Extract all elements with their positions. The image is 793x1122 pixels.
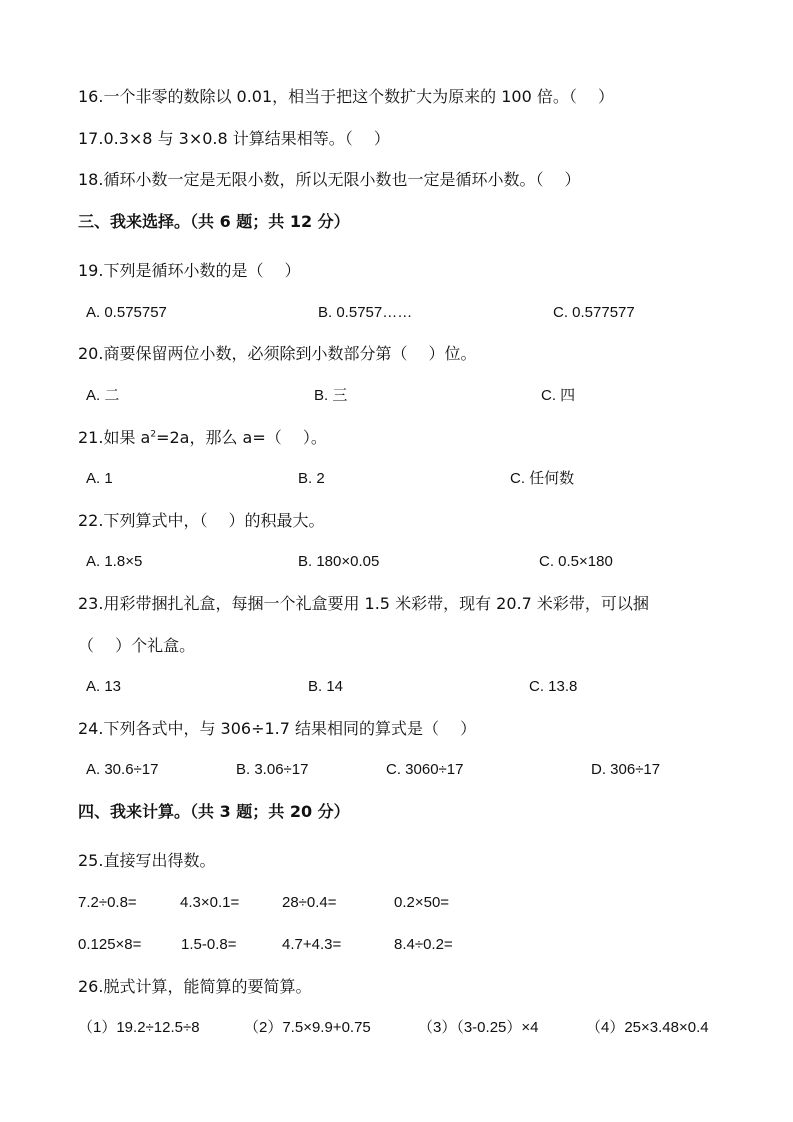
calc-item: 0.125×8=	[78, 936, 142, 953]
calc-item: （3）（3-0.25）×4	[418, 1019, 539, 1036]
question-23-options	[0, 676, 793, 698]
calc-item: 7.2÷0.8=	[78, 894, 137, 911]
question-21-stem-b: =2a，那么 a=（ ）。	[156, 428, 327, 447]
option-b: B. 180×0.05	[298, 553, 380, 570]
calc-item: 4.7+4.3=	[282, 936, 342, 953]
question-16: 16.一个非零的数除以 0.01，相当于把这个数扩大为原来的 100 倍。（ ）	[78, 87, 614, 106]
option-a: A. 1.8×5	[86, 553, 143, 570]
option-c: C. 四	[541, 387, 576, 404]
option-a: A. 1	[86, 470, 113, 487]
question-21-options	[0, 468, 793, 490]
question-20: 20.商要保留两位小数，必须除到小数部分第（ ）位。	[78, 344, 477, 363]
section-4-heading: 四、我来计算。（共 3 题；共 20 分）	[78, 802, 350, 821]
option-c: C. 任何数	[510, 470, 575, 487]
calc-item: 4.3×0.1=	[180, 894, 240, 911]
calc-item: 1.5-0.8=	[181, 936, 237, 953]
question-25-row-2	[0, 934, 793, 956]
question-23-line-2: （ ）个礼盒。	[78, 636, 196, 655]
question-22: 22.下列算式中，（ ）的积最大。	[78, 511, 325, 530]
option-c: C. 0.577577	[553, 304, 635, 321]
question-22-options	[0, 551, 793, 573]
question-26-items	[0, 1017, 793, 1039]
question-25-row-1	[0, 892, 793, 914]
question-23-line-1: 23.用彩带捆扎礼盒，每捆一个礼盒要用 1.5 米彩带，现有 20.7 米彩带，可以捆	[78, 594, 649, 613]
question-18: 18.循环小数一定是无限小数，所以无限小数也一定是循环小数。（ ）	[78, 170, 581, 189]
option-c: C. 0.5×180	[539, 553, 613, 570]
section-3-heading: 三、我来选择。（共 6 题；共 12 分）	[78, 212, 350, 231]
question-24-options	[0, 759, 793, 781]
question-24: 24.下列各式中，与 306÷1.7 结果相同的算式是（ ）	[78, 719, 477, 738]
option-c: C. 3060÷17	[386, 761, 464, 778]
option-b: B. 3.06÷17	[236, 761, 309, 778]
question-26: 26.脱式计算，能简算的要简算。	[78, 977, 312, 996]
question-20-options	[0, 385, 793, 407]
option-b: B. 2	[298, 470, 325, 487]
question-19-options	[0, 302, 793, 324]
calc-item: （1）19.2÷12.5÷8	[78, 1019, 200, 1036]
option-b: B. 三	[314, 387, 348, 404]
question-17: 17.0.3×8 与 3×0.8 计算结果相等。（ ）	[78, 129, 390, 148]
question-19: 19.下列是循环小数的是（ ）	[78, 261, 301, 280]
calc-item: 8.4÷0.2=	[394, 936, 453, 953]
calc-item: （2）7.5×9.9+0.75	[244, 1019, 371, 1036]
option-b: B. 14	[308, 678, 344, 695]
calc-item: 0.2×50=	[394, 894, 450, 911]
calc-item: （4）25×3.48×0.4	[586, 1019, 709, 1036]
option-a: A. 二	[86, 387, 120, 404]
question-21-stem-a: 21.如果 a	[78, 428, 151, 447]
option-a: A. 13	[86, 678, 122, 695]
option-d: D. 306÷17	[591, 761, 661, 778]
option-a: A. 0.575757	[86, 304, 167, 321]
question-25: 25.直接写出得数。	[78, 851, 216, 870]
question-21	[78, 427, 327, 449]
calc-item: 28÷0.4=	[282, 894, 337, 911]
option-b: B. 0.5757……	[318, 304, 413, 321]
option-a: A. 30.6÷17	[86, 761, 159, 778]
question-21-exponent: 2	[150, 429, 157, 440]
option-c: C. 13.8	[529, 678, 578, 695]
